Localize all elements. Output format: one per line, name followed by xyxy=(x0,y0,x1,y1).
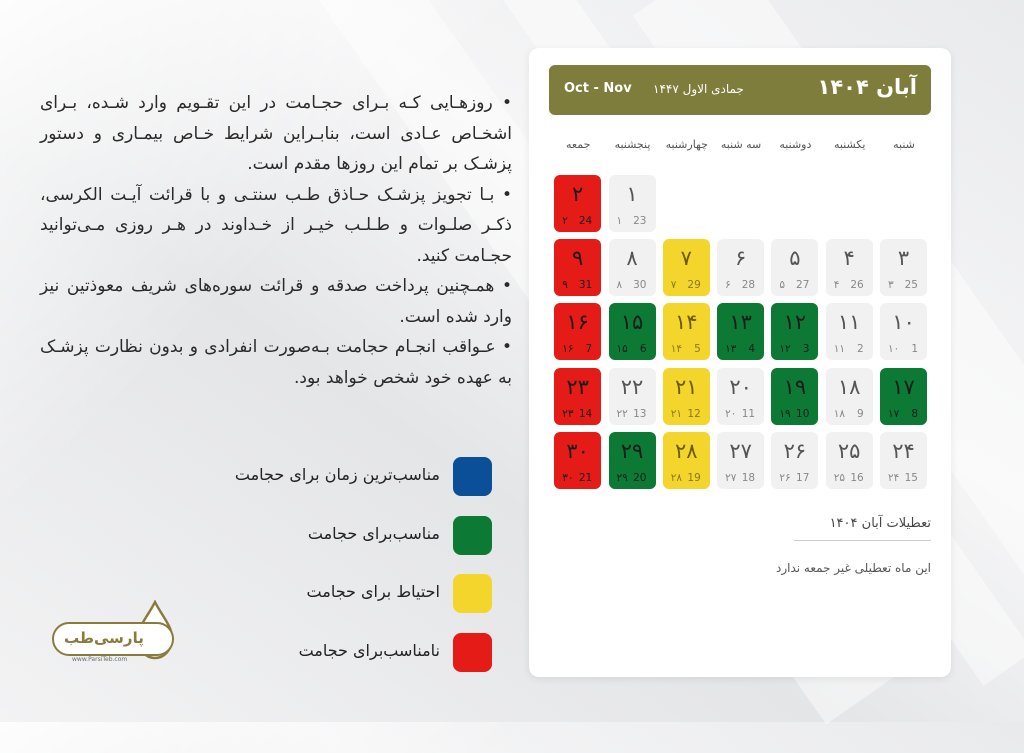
day-number: ۵ xyxy=(789,246,801,271)
day-gregorian: 26 xyxy=(850,279,864,292)
day-gregorian: 11 xyxy=(741,407,756,420)
day-gregorian: 8 xyxy=(911,407,918,420)
day-cell[interactable] xyxy=(663,432,710,489)
day-hijri: ۵ xyxy=(779,279,786,292)
day-hijri: ۴ xyxy=(833,279,840,292)
day-cell[interactable] xyxy=(771,239,818,296)
day-hijri: ۲۱ xyxy=(670,407,683,420)
day-number: ۲ xyxy=(572,182,584,206)
day-cell[interactable] xyxy=(554,368,601,425)
day-cell[interactable] xyxy=(826,303,873,360)
weekday-label: جمعه xyxy=(566,138,591,151)
day-gregorian: 23 xyxy=(633,215,647,227)
day-cell[interactable] xyxy=(609,175,656,232)
description-text xyxy=(40,88,512,393)
day-cell[interactable] xyxy=(554,432,601,489)
holidays-title: تعطیلات آبان ۱۴۰۴ xyxy=(829,516,931,531)
day-number: ۲۲ xyxy=(620,374,644,399)
legend-item-unsuitable xyxy=(230,633,492,672)
day-hijri: ۲۲ xyxy=(616,407,628,420)
day-gregorian: 6 xyxy=(639,343,647,356)
day-hijri: ۱۲ xyxy=(779,343,791,356)
day-hijri: ۲۶ xyxy=(779,471,791,484)
day-number: ۱۸ xyxy=(837,374,861,399)
day-hijri: ۲۷ xyxy=(725,471,737,484)
day-cell[interactable] xyxy=(663,368,710,425)
day-number: ۲۹ xyxy=(620,438,644,463)
day-number: ۸ xyxy=(626,246,638,271)
day-gregorian: 19 xyxy=(687,471,701,484)
legend-label: مناسب‌برای حجامت xyxy=(307,523,440,543)
parsiteb-logo xyxy=(52,600,192,664)
day-gregorian: 4 xyxy=(748,343,756,356)
legend xyxy=(230,457,492,691)
day-number: ۲۷ xyxy=(729,438,752,463)
day-hijri: ۲۳ xyxy=(562,407,574,420)
day-number: ۱۲ xyxy=(783,310,807,335)
day-cell[interactable] xyxy=(880,239,927,296)
day-number: ۱۷ xyxy=(892,374,915,399)
day-gregorian: 31 xyxy=(578,279,593,292)
day-gregorian: 30 xyxy=(633,279,647,292)
day-number: ۲۶ xyxy=(783,438,807,463)
day-gregorian: 2 xyxy=(857,343,864,356)
day-number: ۱۶ xyxy=(566,310,589,335)
day-hijri: ۱۳ xyxy=(725,343,737,356)
day-gregorian: 16 xyxy=(850,471,864,484)
day-number: ۲۸ xyxy=(675,438,698,463)
day-hijri: ۶ xyxy=(725,279,731,292)
day-hijri: ۱۸ xyxy=(833,407,845,420)
day-gregorian: 28 xyxy=(741,279,756,292)
day-number: ۱۵ xyxy=(620,310,644,335)
legend-label: نامناسب‌برای حجامت xyxy=(298,640,440,660)
day-gregorian: 9 xyxy=(857,407,864,420)
day-hijri: ۱ xyxy=(616,215,623,227)
day-number: ۹ xyxy=(572,246,584,271)
day-number: ۳ xyxy=(897,246,910,271)
legend-label: احتیاط برای حجامت xyxy=(306,582,440,601)
day-gregorian: 5 xyxy=(694,343,701,356)
day-number: ۶ xyxy=(734,246,747,271)
description-line: • همـچنین پرداخت صدقه و قرائت سوره‌های شریف معوذتین نیز وارد شده است. xyxy=(40,276,512,327)
day-hijri: ۳۰ xyxy=(562,471,574,484)
day-gregorian: 12 xyxy=(687,407,701,420)
day-gregorian: 7 xyxy=(585,343,593,356)
day-gregorian: 18 xyxy=(741,471,756,484)
day-number: ۲۵ xyxy=(837,438,861,463)
day-number: ۲۱ xyxy=(675,374,698,399)
day-hijri: ۱۱ xyxy=(833,343,845,356)
day-hijri: ۱۹ xyxy=(779,407,791,420)
day-gregorian: 15 xyxy=(904,471,918,484)
legend-item-caution xyxy=(230,574,492,613)
day-number: ۱۱ xyxy=(837,310,861,335)
day-cell[interactable] xyxy=(826,432,873,489)
day-cell[interactable] xyxy=(663,303,710,360)
description-line: • عـواقب انجـام حجامت بـه‌صورت انفرادی و بدون نظارت پزشـک به عهده خود شخص خواهد بود. xyxy=(40,337,512,388)
day-hijri: ۲۰ xyxy=(725,407,737,420)
day-hijri: ۳ xyxy=(888,279,894,292)
logo-name: پارسی‌طب xyxy=(64,629,144,647)
day-gregorian: 10 xyxy=(796,407,810,420)
logo-pill xyxy=(52,622,174,656)
day-gregorian: 17 xyxy=(796,471,810,484)
day-hijri: ۱۶ xyxy=(562,343,574,356)
day-hijri: ۲ xyxy=(562,215,568,227)
hijri-month: جمادی الاول ۱۴۴۷ xyxy=(653,82,744,96)
logo-url: www.ParsiTeb.com xyxy=(72,656,128,663)
legend-label: مناسب‌ترین زمان برای حجامت xyxy=(234,465,440,484)
day-hijri: ۲۸ xyxy=(670,471,683,484)
day-cell[interactable] xyxy=(717,432,764,489)
day-hijri: ۲۴ xyxy=(888,471,900,484)
legend-swatch-blue xyxy=(453,457,492,496)
day-gregorian: 13 xyxy=(633,407,647,420)
day-cell[interactable] xyxy=(717,303,764,360)
day-cell[interactable] xyxy=(880,303,927,360)
weekday-label: چهارشنبه xyxy=(665,138,708,151)
day-cell[interactable] xyxy=(554,239,601,296)
legend-swatch-red xyxy=(453,633,492,672)
day-hijri: ۲۵ xyxy=(833,471,845,484)
day-gregorian: 25 xyxy=(904,279,918,292)
day-hijri: ۱۵ xyxy=(616,343,628,356)
day-cell[interactable] xyxy=(771,432,818,489)
day-hijri: ۷ xyxy=(670,279,677,292)
day-cell[interactable] xyxy=(554,303,601,360)
day-number: ۷ xyxy=(680,246,692,271)
day-number: ۱۹ xyxy=(783,374,807,399)
calendar-header xyxy=(549,65,931,115)
holidays-text: این ماه تعطیلی غیر جمعه ندارد xyxy=(775,561,931,575)
calendar-card xyxy=(529,48,951,677)
day-cell[interactable] xyxy=(609,303,656,360)
day-cell[interactable] xyxy=(880,368,927,425)
day-cell[interactable] xyxy=(771,368,818,425)
description-line: • روزهـایی کـه بـرای حجـامت در این تقـویم وارد شـده، بـرای اشخـاص عـادی است، بنابـراین شرایط خـاص بیمـاری و دستور پزشـک بر تمام این روزها مقدم است. xyxy=(40,93,512,174)
legend-item-suitable xyxy=(230,516,492,555)
day-gregorian: 24 xyxy=(578,215,593,227)
day-gregorian: 20 xyxy=(633,471,647,484)
legend-swatch-yellow xyxy=(453,574,492,613)
day-number: ۳۰ xyxy=(566,438,589,463)
day-cell[interactable] xyxy=(880,432,927,489)
day-cell[interactable] xyxy=(609,368,656,425)
day-cell[interactable] xyxy=(609,239,656,296)
month-title: آبان ۱۴۰۴ xyxy=(817,75,917,99)
day-gregorian: 29 xyxy=(687,279,701,292)
day-number: ۲۴ xyxy=(892,438,915,463)
weekday-label: دوشنبه xyxy=(779,138,812,151)
day-cell[interactable] xyxy=(554,175,601,232)
day-number: ۲۰ xyxy=(729,374,752,399)
day-cell[interactable] xyxy=(609,432,656,489)
day-gregorian: 21 xyxy=(578,471,593,484)
day-cell[interactable] xyxy=(826,368,873,425)
day-number: ۴ xyxy=(843,246,855,271)
day-cell[interactable] xyxy=(771,303,818,360)
day-number: ۱۴ xyxy=(675,310,698,335)
weekday-label: سه شنبه xyxy=(720,138,762,151)
day-hijri: ۹ xyxy=(562,279,568,292)
day-cell[interactable] xyxy=(717,239,764,296)
day-gregorian: 14 xyxy=(578,407,593,420)
day-number: ۱۳ xyxy=(729,310,752,335)
day-hijri: ۸ xyxy=(616,279,623,292)
description-line: • بـا تجویز پزشـک حـاذق طـب سنتـی و با قرائت آیـت الکرسی، ذکـر صلـوات و طـلـب خیـر از خـداوند در هـر روزی مـی‌توانید حجـامت کنید. xyxy=(40,184,512,266)
holidays-divider xyxy=(794,540,931,541)
weekday-label: پنجشنبه xyxy=(614,138,651,151)
day-number: ۲۳ xyxy=(566,374,589,399)
day-gregorian: 3 xyxy=(802,343,810,356)
day-gregorian: 1 xyxy=(911,343,918,356)
day-hijri: ۱۷ xyxy=(888,407,900,420)
day-hijri: ۲۹ xyxy=(616,471,628,484)
gregorian-months: Oct - Nov xyxy=(564,81,632,96)
day-hijri: ۱۴ xyxy=(670,343,683,356)
day-gregorian: 27 xyxy=(796,279,810,292)
day-hijri: ۱۰ xyxy=(888,343,900,356)
weekday-label: شنبه xyxy=(893,138,915,151)
day-cell[interactable] xyxy=(717,368,764,425)
day-number: ۱ xyxy=(626,182,638,206)
day-cell[interactable] xyxy=(826,239,873,296)
legend-item-best xyxy=(230,457,492,496)
legend-swatch-green xyxy=(453,516,492,555)
weekday-label: یکشنبه xyxy=(833,138,866,151)
day-number: ۱۰ xyxy=(892,310,915,335)
day-cell[interactable] xyxy=(663,239,710,296)
